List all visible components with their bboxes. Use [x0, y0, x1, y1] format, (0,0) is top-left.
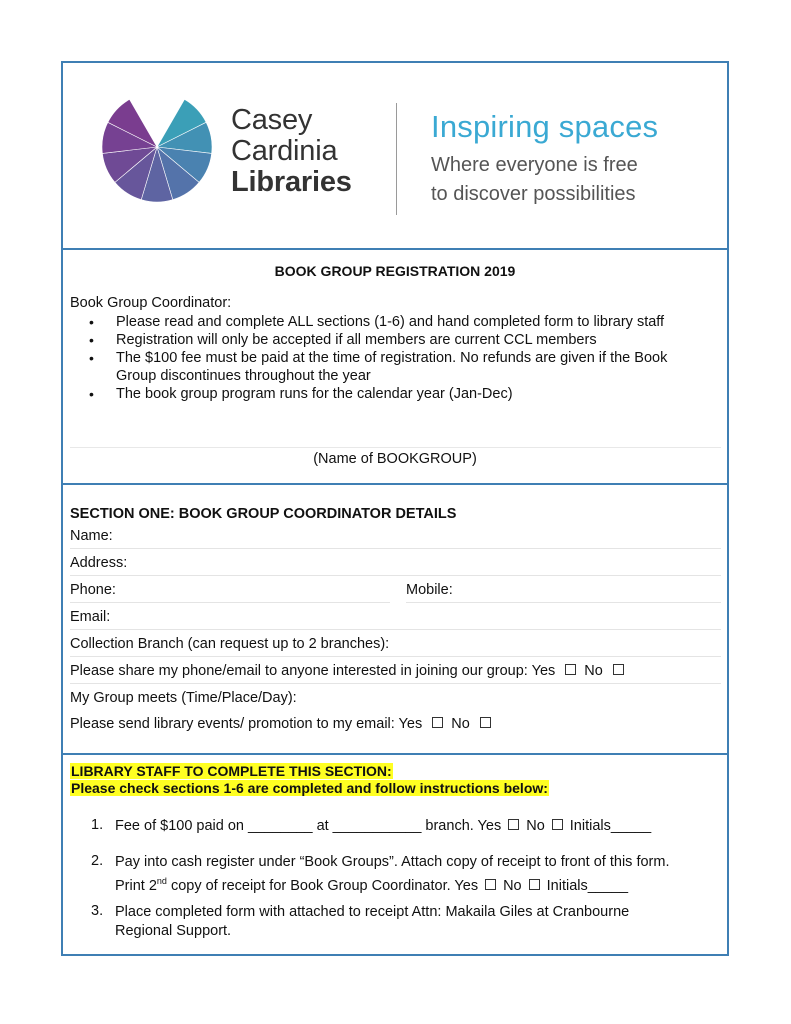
- share-no-checkbox[interactable]: [613, 664, 624, 675]
- step-text: [115, 903, 711, 941]
- step2-yes-checkbox[interactable]: [485, 879, 496, 890]
- coordinator-label: Book Group Coordinator:: [70, 295, 232, 311]
- section-one: [63, 483, 727, 753]
- step2-line-2: [115, 872, 711, 896]
- events-row: [70, 711, 721, 737]
- staff-subheading: Please check sections 1-6 are completed and follow instructions below:: [71, 780, 548, 796]
- registration-section: [63, 248, 727, 483]
- branch-field[interactable]: [70, 631, 721, 657]
- mobile-field[interactable]: [406, 602, 721, 603]
- bookgroup-name-field[interactable]: [70, 447, 721, 448]
- field-underline: [70, 683, 721, 684]
- logo-wordmark: [231, 105, 352, 198]
- step2-text: copy of receipt for Book Group Coordinator. Yes: [166, 877, 479, 894]
- step1-no-label: No: [526, 818, 545, 834]
- step-number: 1.: [91, 817, 104, 833]
- meets-label: My Group meets (Time/Place/Day):: [70, 690, 297, 706]
- name-field[interactable]: [70, 523, 721, 549]
- phone-row: [70, 577, 721, 603]
- branch-label: Collection Branch (can request up to 2 branches):: [70, 636, 390, 652]
- step2-print: Print 2: [115, 877, 157, 894]
- staff-heading: LIBRARY STAFF TO COMPLETE THIS SECTION:: [71, 763, 392, 779]
- events-label: Please send library events/ promotion to my email: Yes: [70, 716, 423, 732]
- field-underline: [70, 548, 721, 549]
- phone-label: Phone:: [70, 582, 116, 598]
- tagline-line-2: to discover possibilities: [431, 183, 636, 205]
- instruction-item: • The $100 fee must be paid at the time of registration. No refunds are given if the Book Group discontinues throughout the year: [89, 349, 709, 385]
- events-question: [70, 716, 499, 732]
- step-text: [115, 853, 711, 896]
- instruction-item: • Registration will only be accepted if all members are current CCL members: [89, 331, 709, 349]
- step2-initials: Initials_____: [546, 877, 629, 894]
- events-yes-checkbox[interactable]: [432, 717, 443, 728]
- share-question: [70, 663, 632, 679]
- logo-divider: [396, 103, 397, 215]
- tagline-text: [431, 151, 638, 209]
- logo-line-2: Cardinia: [231, 135, 338, 167]
- field-underline: [70, 629, 721, 630]
- share-label: Please share my phone/email to anyone interested in joining our group: Yes: [70, 663, 556, 679]
- step2-line-1: Pay into cash register under “Book Groups”. Attach copy of receipt to front of this form.: [115, 854, 670, 870]
- share-no-label: No: [584, 663, 603, 679]
- meets-field[interactable]: [70, 685, 721, 711]
- logo-line-1: Casey: [231, 104, 313, 136]
- email-label: Email:: [70, 609, 111, 625]
- name-label: Name:: [70, 528, 113, 544]
- library-staff-section: [63, 753, 727, 954]
- events-no-checkbox[interactable]: [480, 717, 491, 728]
- tagline-title: Inspiring spaces: [431, 109, 659, 144]
- share-yes-checkbox[interactable]: [565, 664, 576, 675]
- registration-title: BOOK GROUP REGISTRATION 2019: [274, 263, 516, 279]
- field-underline: [70, 575, 721, 576]
- step3-line-1: Place completed form with attached to receipt Attn: Makaila Giles at Cranbourne: [115, 904, 630, 920]
- ccl-logo-icon: [101, 91, 213, 203]
- form-frame: [61, 61, 729, 956]
- phone-field[interactable]: [70, 602, 390, 603]
- step1-initials: Initials_____: [569, 818, 652, 834]
- address-label: Address:: [70, 555, 128, 571]
- header-logo-area: [63, 63, 727, 248]
- mobile-label: Mobile:: [406, 582, 453, 598]
- events-no-label: No: [451, 716, 470, 732]
- instruction-item: • Please read and complete ALL sections (1-6) and hand completed form to library staff: [89, 313, 709, 331]
- logo-line-3: Libraries: [231, 166, 352, 198]
- step2-no-label: No: [503, 877, 522, 894]
- step1-no-checkbox[interactable]: [552, 819, 563, 830]
- instruction-list: [89, 313, 709, 403]
- share-row: [70, 658, 721, 684]
- step3-line-2: Regional Support.: [115, 923, 232, 939]
- step2-sup: nd: [156, 876, 167, 886]
- instruction-item: • The book group program runs for the calendar year (Jan-Dec): [89, 385, 709, 403]
- step-text: [115, 817, 711, 836]
- section-one-title: SECTION ONE: BOOK GROUP COORDINATOR DETAILS: [70, 506, 457, 522]
- step-number: 2.: [91, 853, 104, 869]
- step-number: 3.: [91, 903, 104, 919]
- tagline-line-1: Where everyone is free: [431, 154, 638, 176]
- address-field[interactable]: [70, 550, 721, 576]
- bookgroup-name-caption: (Name of BOOKGROUP): [313, 451, 477, 467]
- step1-yes-checkbox[interactable]: [508, 819, 519, 830]
- email-field[interactable]: [70, 604, 721, 630]
- field-underline: [70, 656, 721, 657]
- step1-text: Fee of $100 paid on ________ at ___________ branch. Yes: [115, 818, 502, 834]
- step2-no-checkbox[interactable]: [529, 879, 540, 890]
